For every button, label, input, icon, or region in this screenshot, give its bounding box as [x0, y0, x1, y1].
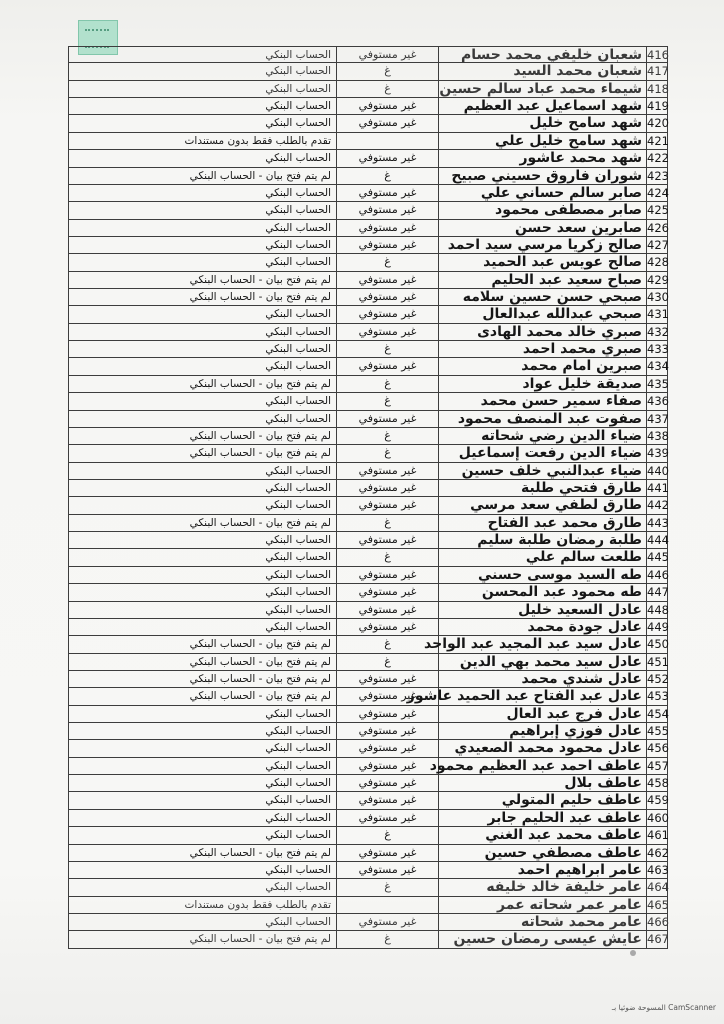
note: لم يتم فتح بيان - الحساب البنكي [68, 428, 336, 444]
table-row [68, 602, 668, 619]
person-name: ضياء الدين رضي شحاته [438, 428, 646, 444]
note: الحساب البنكي [68, 324, 336, 340]
table-row [68, 914, 668, 931]
row-number: 459 [647, 793, 669, 808]
note: لم يتم فتح بيان - الحساب البنكي [68, 636, 336, 652]
row-number: 465 [647, 897, 669, 912]
row-number: 422 [647, 151, 669, 166]
row-number: 428 [647, 255, 669, 270]
table-row [68, 688, 668, 705]
row-number: 424 [647, 185, 669, 200]
table-row [68, 931, 668, 948]
note: الحساب البنكي [68, 549, 336, 565]
note: لم يتم فتح بيان - الحساب البنكي [68, 671, 336, 687]
row-number: 457 [647, 758, 669, 773]
table-row [68, 376, 668, 393]
status: غ [336, 81, 438, 97]
status: غير مستوفي [336, 688, 438, 704]
status: غير مستوفي [336, 619, 438, 635]
table-row [68, 115, 668, 132]
row-number: 429 [647, 272, 669, 287]
row-number: 433 [647, 342, 669, 357]
person-name: ضياء الدين رفعت إسماعيل [438, 445, 646, 461]
person-name: عامر خليفة خالد خليفه [438, 879, 646, 895]
person-name: صالح زكريا مرسي سيد احمد [438, 237, 646, 253]
note: الحساب البنكي [68, 740, 336, 756]
table-row [68, 810, 668, 827]
note: لم يتم فتح بيان - الحساب البنكي [68, 168, 336, 184]
person-name: عادل فرج عبد العال [438, 706, 646, 722]
person-name: عادل محمود محمد الصعيدي [438, 740, 646, 756]
status: غير مستوفي [336, 914, 438, 930]
note: لم يتم فتح بيان - الحساب البنكي [68, 654, 336, 670]
note: تقدم بالطلب فقط بدون مستندات [68, 897, 336, 913]
row-number: 453 [647, 689, 669, 704]
person-name: عاطف مصطفي حسين [438, 845, 646, 861]
status [336, 897, 438, 913]
status: غير مستوفي [336, 272, 438, 288]
table-row [68, 324, 668, 341]
status: غير مستوفي [336, 289, 438, 305]
note: الحساب البنكي [68, 411, 336, 427]
row-number: 452 [647, 671, 669, 686]
note: لم يتم فتح بيان - الحساب البنكي [68, 289, 336, 305]
row-number: 439 [647, 446, 669, 461]
table-row [68, 289, 668, 306]
row-number: 462 [647, 845, 669, 860]
status: غير مستوفي [336, 237, 438, 253]
table-row [68, 150, 668, 167]
status: غير مستوفي [336, 306, 438, 322]
table-row [68, 411, 668, 428]
person-name: صابر مصطفى محمود [438, 202, 646, 218]
table-row [68, 758, 668, 775]
status: غ [336, 549, 438, 565]
note: الحساب البنكي [68, 81, 336, 97]
note: الحساب البنكي [68, 619, 336, 635]
note: لم يتم فتح بيان - الحساب البنكي [68, 931, 336, 947]
table-row [68, 723, 668, 740]
table-row [68, 515, 668, 532]
person-name: طارق محمد عبد الفتاح [438, 515, 646, 531]
row-number: 437 [647, 411, 669, 426]
person-name: صبحي حسن حسين سلامه [438, 289, 646, 305]
person-name: صفاء سمير حسن محمد [438, 393, 646, 409]
row-number: 426 [647, 220, 669, 235]
note: لم يتم فتح بيان - الحساب البنكي [68, 272, 336, 288]
person-name: ضياء عبدالنبي خلف حسين [438, 463, 646, 479]
status: غير مستوفي [336, 845, 438, 861]
table-row [68, 358, 668, 375]
person-name: عاطف احمد عبد العظيم محمود [438, 758, 646, 774]
status: غير مستوفي [336, 584, 438, 600]
scan-speck [630, 950, 636, 956]
status: غير مستوفي [336, 497, 438, 513]
person-name: عامر عمر شحاته عمر [438, 897, 646, 913]
note: الحساب البنكي [68, 497, 336, 513]
status: غير مستوفي [336, 115, 438, 131]
status: غير مستوفي [336, 480, 438, 496]
status: غير مستوفي [336, 202, 438, 218]
table-row [68, 237, 668, 254]
row-number: 438 [647, 428, 669, 443]
row-number: 464 [647, 880, 669, 895]
row-number: 418 [647, 81, 669, 96]
row-number: 455 [647, 724, 669, 739]
note: الحساب البنكي [68, 47, 336, 62]
row-number: 427 [647, 237, 669, 252]
person-name: طه محمود عبد المحسن [438, 584, 646, 600]
note: الحساب البنكي [68, 393, 336, 409]
table-row [68, 63, 668, 80]
note: الحساب البنكي [68, 63, 336, 79]
table-row [68, 532, 668, 549]
row-number: 430 [647, 290, 669, 305]
row-number: 440 [647, 463, 669, 478]
person-name: شعبان محمد السيد [438, 63, 646, 79]
row-number: 447 [647, 585, 669, 600]
note: الحساب البنكي [68, 775, 336, 791]
row-number: 458 [647, 776, 669, 791]
table-row [68, 185, 668, 202]
table-row [68, 46, 668, 63]
table-row [68, 549, 668, 566]
row-number: 450 [647, 637, 669, 652]
person-name: عادل عبد الفتاح عبد الحميد عاشور [438, 688, 646, 704]
table-row [68, 671, 668, 688]
row-number: 419 [647, 99, 669, 114]
person-name: صديقة خليل عواد [438, 376, 646, 392]
person-name: طلعت سالم علي [438, 549, 646, 565]
table-row [68, 202, 668, 219]
status: غير مستوفي [336, 98, 438, 114]
table-row [68, 584, 668, 601]
table-row [68, 897, 668, 914]
status: غير مستوفي [336, 185, 438, 201]
status: غ [336, 515, 438, 531]
person-name: صابرين سعد حسن [438, 220, 646, 236]
row-number: 423 [647, 168, 669, 183]
table-row [68, 567, 668, 584]
person-name: عامر ابراهيم احمد [438, 862, 646, 878]
status [336, 133, 438, 149]
row-number: 421 [647, 133, 669, 148]
table-row [68, 654, 668, 671]
table-row [68, 845, 668, 862]
table-row [68, 862, 668, 879]
table-row [68, 740, 668, 757]
person-name: عادل شندي محمد [438, 671, 646, 687]
status: غ [336, 636, 438, 652]
note: الحساب البنكي [68, 202, 336, 218]
row-number: 442 [647, 498, 669, 513]
status: غير مستوفي [336, 463, 438, 479]
status: غ [336, 393, 438, 409]
status: غير مستوفي [336, 723, 438, 739]
person-name: عامر محمد شحاته [438, 914, 646, 930]
note: الحساب البنكي [68, 237, 336, 253]
note: الحساب البنكي [68, 567, 336, 583]
row-number: 449 [647, 619, 669, 634]
note: الحساب البنكي [68, 914, 336, 930]
note: الحساب البنكي [68, 341, 336, 357]
status: غير مستوفي [336, 810, 438, 826]
note: الحساب البنكي [68, 358, 336, 374]
person-name: شهد محمد عاشور [438, 150, 646, 166]
row-number: 434 [647, 359, 669, 374]
table-row [68, 879, 668, 896]
person-name: صبري محمد احمد [438, 341, 646, 357]
person-name: طارق لطفي سعد مرسي [438, 497, 646, 513]
note: الحساب البنكي [68, 810, 336, 826]
note: الحساب البنكي [68, 723, 336, 739]
table-row [68, 775, 668, 792]
person-name: عادل فوزي إبراهيم [438, 723, 646, 739]
row-number: 444 [647, 533, 669, 548]
status: غير مستوفي [336, 862, 438, 878]
person-name: شعبان خليفي محمد حسام [438, 47, 646, 62]
status: غير مستوفي [336, 671, 438, 687]
note: تقدم بالطلب فقط بدون مستندات [68, 133, 336, 149]
status: غير مستوفي [336, 792, 438, 808]
status: غ [336, 879, 438, 895]
person-name: شيماء محمد عباد سالم حسين [438, 81, 646, 97]
note: الحساب البنكي [68, 879, 336, 895]
table-row [68, 636, 668, 653]
status: غير مستوفي [336, 358, 438, 374]
status: غير مستوفي [336, 411, 438, 427]
row-number: 436 [647, 394, 669, 409]
note: لم يتم فتح بيان - الحساب البنكي [68, 445, 336, 461]
note: الحساب البنكي [68, 827, 336, 843]
status: غير مستوفي [336, 47, 438, 62]
table-row [68, 220, 668, 237]
note: لم يتم فتح بيان - الحساب البنكي [68, 376, 336, 392]
row-number: 448 [647, 602, 669, 617]
status: غير مستوفي [336, 602, 438, 618]
note: لم يتم فتح بيان - الحساب البنكي [68, 688, 336, 704]
note: الحساب البنكي [68, 463, 336, 479]
note: الحساب البنكي [68, 220, 336, 236]
person-name: طارق فتحي طلبة [438, 480, 646, 496]
table-row [68, 254, 668, 271]
status: غير مستوفي [336, 775, 438, 791]
row-number: 425 [647, 203, 669, 218]
person-name: صباح سعيد عبد الحليم [438, 272, 646, 288]
status: غ [336, 376, 438, 392]
person-name: عايش عيسى رمضان حسين [438, 931, 646, 947]
table-row [68, 393, 668, 410]
table-row [68, 445, 668, 462]
note: الحساب البنكي [68, 792, 336, 808]
status: غ [336, 445, 438, 461]
status: غير مستوفي [336, 706, 438, 722]
note: لم يتم فتح بيان - الحساب البنكي [68, 515, 336, 531]
person-name: عادل السعيد خليل [438, 602, 646, 618]
row-number: 432 [647, 324, 669, 339]
status: غير مستوفي [336, 758, 438, 774]
row-number: 420 [647, 116, 669, 131]
person-name: طه السيد موسى حسني [438, 567, 646, 583]
row-number: 445 [647, 550, 669, 565]
row-number: 466 [647, 914, 669, 929]
person-name: صابر سالم حساني علي [438, 185, 646, 201]
status: غ [336, 654, 438, 670]
row-number: 460 [647, 810, 669, 825]
status: غير مستوفي [336, 324, 438, 340]
person-name: عادل سيد عبد المجيد عبد الواحد [438, 636, 646, 652]
person-name: شوران فاروق حسيني صبيح [438, 168, 646, 184]
note: الحساب البنكي [68, 115, 336, 131]
note: الحساب البنكي [68, 306, 336, 322]
table-row [68, 133, 668, 150]
row-number: 467 [647, 932, 669, 947]
table-row [68, 619, 668, 636]
status: غير مستوفي [336, 567, 438, 583]
person-name: صفوت عبد المنصف محمود [438, 411, 646, 427]
person-name: شهد سامح خليل علي [438, 133, 646, 149]
table-row [68, 706, 668, 723]
person-name: عادل جودة محمد [438, 619, 646, 635]
camscanner-watermark: CamScanner المسوحة ضوئيا بـ [611, 1003, 716, 1012]
row-number: 456 [647, 741, 669, 756]
status: غ [336, 63, 438, 79]
row-number: 446 [647, 567, 669, 582]
note: لم يتم فتح بيان - الحساب البنكي [68, 845, 336, 861]
person-name: عاطف عبد الحليم جابر [438, 810, 646, 826]
table-row [68, 306, 668, 323]
person-name: صبري خالد محمد الهادى [438, 324, 646, 340]
person-name: صبحي عبدالله عبدالعال [438, 306, 646, 322]
row-number: 417 [647, 64, 669, 79]
table-row [68, 480, 668, 497]
person-name: عاطف حليم المتولي [438, 792, 646, 808]
status: غير مستوفي [336, 532, 438, 548]
status: غير مستوفي [336, 740, 438, 756]
note: الحساب البنكي [68, 532, 336, 548]
note: الحساب البنكي [68, 150, 336, 166]
row-number: 461 [647, 828, 669, 843]
person-name: صبرين امام محمد [438, 358, 646, 374]
note: الحساب البنكي [68, 254, 336, 270]
person-name: عاطف محمد عبد الغني [438, 827, 646, 843]
table-row [68, 792, 668, 809]
row-number: 441 [647, 480, 669, 495]
table-row [68, 98, 668, 115]
status: غ [336, 168, 438, 184]
status: غ [336, 827, 438, 843]
note: الحساب البنكي [68, 480, 336, 496]
person-name: عادل سيد محمد بهي الدين [438, 654, 646, 670]
status: غير مستوفي [336, 220, 438, 236]
status: غير مستوفي [336, 150, 438, 166]
person-name: عاطف بلال [438, 775, 646, 791]
person-name: شهد اسماعيل عبد العظيم [438, 98, 646, 114]
row-number: 431 [647, 307, 669, 322]
beneficiary-table [68, 46, 668, 949]
note: الحساب البنكي [68, 185, 336, 201]
row-number: 443 [647, 515, 669, 530]
table-row [68, 341, 668, 358]
status: غ [336, 931, 438, 947]
person-name: طلبة رمضان طلبة سليم [438, 532, 646, 548]
person-name: شهد سامح خليل [438, 115, 646, 131]
table-row [68, 497, 668, 514]
table-row [68, 168, 668, 185]
row-number: 454 [647, 706, 669, 721]
row-number: 416 [647, 48, 669, 62]
note: الحساب البنكي [68, 584, 336, 600]
row-number: 451 [647, 654, 669, 669]
person-name: صالح عويس عبد الحميد [438, 254, 646, 270]
table-row [68, 272, 668, 289]
table-row [68, 463, 668, 480]
table-row [68, 81, 668, 98]
note: الحساب البنكي [68, 706, 336, 722]
note: الحساب البنكي [68, 602, 336, 618]
note: الحساب البنكي [68, 98, 336, 114]
row-number: 435 [647, 376, 669, 391]
row-number: 463 [647, 862, 669, 877]
status: غ [336, 341, 438, 357]
table-row [68, 428, 668, 445]
note: الحساب البنكي [68, 862, 336, 878]
table-row [68, 827, 668, 844]
status: غ [336, 428, 438, 444]
note: الحساب البنكي [68, 758, 336, 774]
status: غ [336, 254, 438, 270]
